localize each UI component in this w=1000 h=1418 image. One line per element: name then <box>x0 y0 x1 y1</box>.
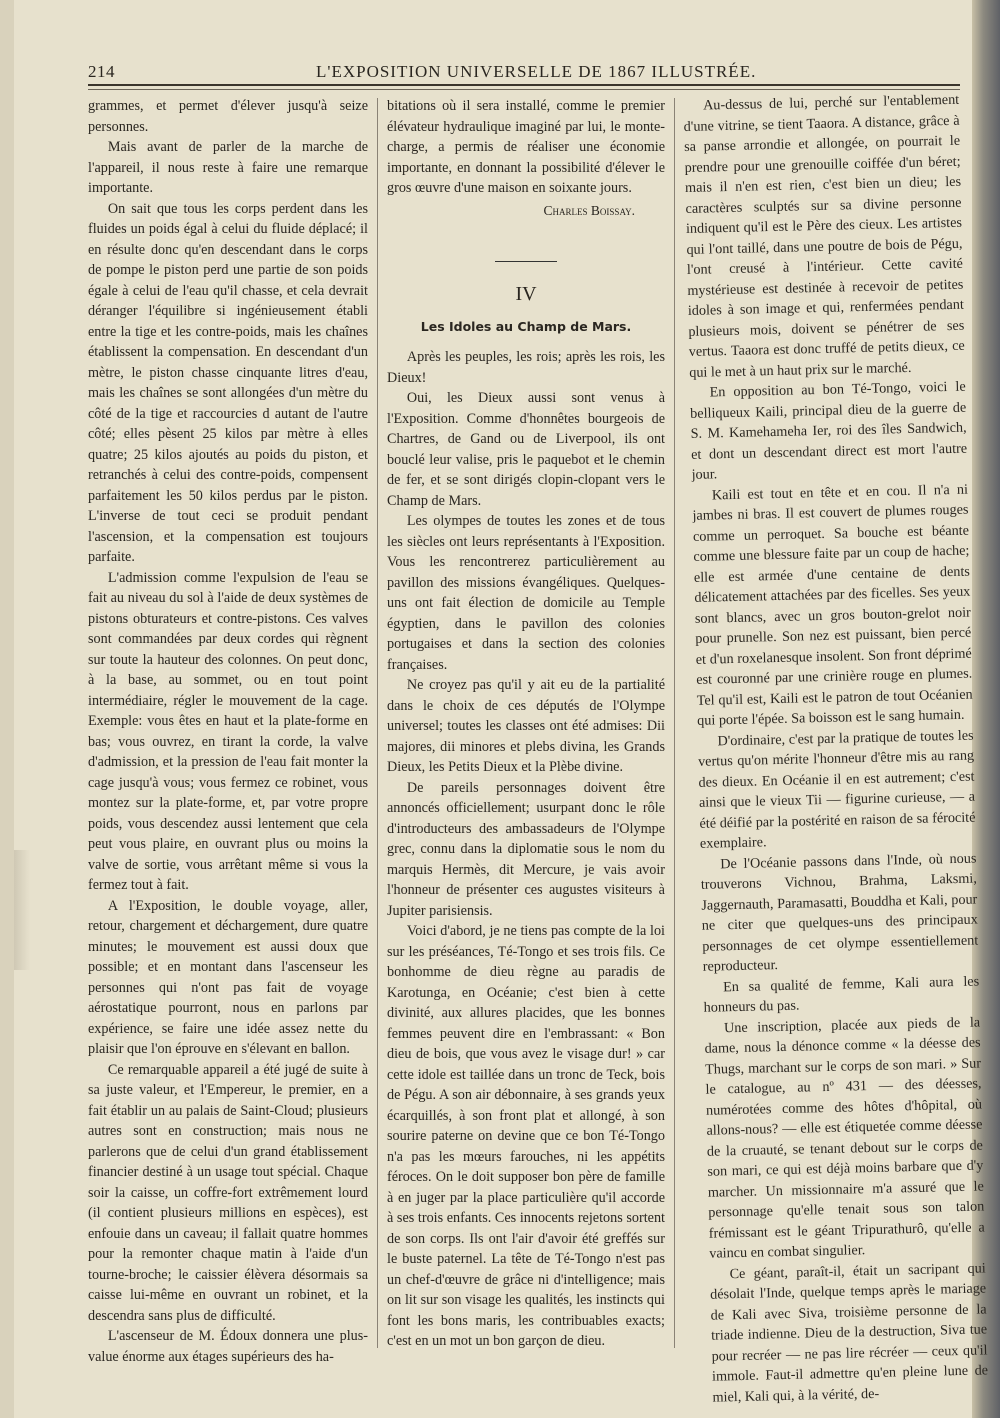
paragraph: Mais avant de parler de la marche de l'appareil, il nous reste à faire une remarque importante. <box>88 139 368 196</box>
column-divider <box>377 98 378 1348</box>
paragraph: L'ascenseur de M. Édoux donnera une plus-value énorme aux étages supérieurs des ha- <box>88 1328 368 1365</box>
paragraph: Kaili est tout en tête et en cou. Il n'a ni jambes ni bras. Il est couvert de plumes rouges comme un perroquet. Sa bouche est béante comme une blessure faite par un coup de hache; elle est armée d'une centaine de dents délicatement attachées par des ficelles. Ses yeux sont blancs, avec un gros bouton-grelot noir pour prunelle. Son nez est puissant, bien percé et d'un roxelanesque insolent. Son front déprimé est couronné par une crinière rouge en plumes. Tel qu'il est, Kaili est le patron de tout Océanien qui porte l'épée. Sa boisson est le sang humain. <box>692 481 973 729</box>
paragraph: Ce géant, paraît-il, était un sacripant qui désolait l'Inde, quelque temps après le mariage de Kali avec Siva, troisième personne de la triade indienne. Dieu de la destruction, Siva tue pour recréer — ne pas lire récréer — ceux qu'il immole. Faut-il admettre qu'en pleine lune de miel, Kali qui, à la vérité, de- <box>710 1259 989 1406</box>
paragraph: En opposition au bon Té-Tongo, voici le belliqueux Kaili, principal dieu de la guerre de S. M. Kamehameha Ier, roi des îles Sandwich, et dont un descendant direct est mort l'autre jour. <box>690 378 968 483</box>
header-rule-thin <box>88 89 960 90</box>
paragraph: Au-dessus de lui, perché sur l'entablement d'une vitrine, se tient Taaora. A distance, grâce à sa panse arrondie et allongée, on pourrait le prendre pour une grenouille coiffée d'un béret; mais il n'en est rien, c'est bien un dieu; les caractères sculptés sur sa divine personne indiquent qu'il est le Père des cieux. Les artistes qui l'ont taillé, dans une poutre de bois de Pégu, l'ont creusé à l'intérieur. Cette cavité mystérieuse est destinée à recevoir de petites idoles à son image et qui, renfermées pendant plusieurs mois, doivent se pénétrer de ses vertus. Taaora est donc truffé de petits dieux, ce qui le met à un haut prix sur le marché. <box>683 91 965 381</box>
paragraph: De l'Océanie passons dans l'Inde, où nous trouverons Vichnou, Brahma, Laksmi, Jaggernauth, Paramasatti, Bouddha et Kali, pour ne citer que quelques-uns des principaux personnages de cet olympe essentiellement reproducteur. <box>700 850 979 975</box>
paragraph: L'admission comme l'expulsion de l'eau se fait au niveau du sol à l'aide de deux systèmes de pistons obturateurs et contre-pistons. Ces valves sont commandées par deux cordes qui règnent sur toute la hauteur des colonnes. On peut donc, à la base, au sommet, ou en tout point intermédiaire, régler le mouvement de la cage. Exemple: vous êtes en haut et la plate-forme en bas; vous ouvrez, en tirant la corde, la valve d'admission, et la pression de l'eau fait monter la cage jusqu'à vous; vous fermez ce robinet, vous montez sur la plate-forme, et, par votre propre poids, vous descendez aussi lentement que cela peut vous plaire, en ouvrant plus ou moins la valve de sortie, vous arrêtant même si vous la fermez tout à fait. <box>88 569 368 893</box>
page-number: 214 <box>88 62 115 81</box>
paragraph: Voici d'abord, je ne tiens pas compte de la loi sur les préséances, Té-Tongo et ses trois fils. Ce bonhomme de dieu règne au paradis de Karotunga, en Océanie; c'est bien à cette divinité, aux allures placides, que les bonnes femmes peuvent dire en l'embrassant: « Bon dieu de bois, que vous avez le visage dur! » car cette idole est taillée dans un tronc de Teck, bois de Pégu. A son air débonnaire, à ses grands yeux écarquillés, à son front plat et allongé, à son sourire paterne on devine que ce bon Té-Tongo n'a pas les mœurs farouches, ni les appétits féroces. On le doit supposer bon père de famille à en juger par la place particulière qu'il accorde à ses trois enfants. Ces innocents rejetons sortent de son corps. Ils ont l'air d'avoir été greffés sur le buste paternel. La tête de Té-Tongo n'est pas un chef-d'œuvre de grâce ni d'intelligence; mais on lit sur son visage les qualités, les instincts qui font les bons maris, les contribuables exacts; c'est en un mot un bon garçon de dieu. <box>387 923 665 1349</box>
header-rule <box>88 84 960 86</box>
paragraph: D'ordinaire, c'est par la pratique de toutes les vertus qu'on mérite l'honneur d'être mis au rang des dieux. En Océanie il en est autrement; c'est ainsi que le vieux Tii — figurine curieuse, — a été déifié par la postérité en raison de sa férocité exemplaire. <box>697 727 976 852</box>
paragraph: On sait que tous les corps perdent dans les fluides un poids égal à celui du fluide déplacé; il en résulte donc qu'en descendant dans le corps de pompe le piston perd une partie de son poids égale à celui de l'eau qu'il chasse, et cela devrait déranger l'équilibre si ingénieusement établi entre la tige et les contre-poids, mais les chaînes établissent la compensation. En descendant d'un mètre, le piston chasse cinquante litres d'eau, mais les chaînes se sont allongées d'un mètre du côté de la tige et raccourcies d autant de l'autre côté; elles pèsent 25 kilos par mètre à elles quatre; 25 kilos ajoutés au poids du piston, et retranchés à celui des contre-poids, compensent parfaitement les 50 kilos perdus par le piston. L'inverse de tout ceci se produit pendant l'ascension, et la compensation est toujours parfaite. <box>88 200 368 565</box>
paragraph: bitations où il sera installé, comme le premier élévateur hydraulique imaginé par lui, le monte-charge, a permis de réaliser une économie importante, en donnant la possibilité d'élever le gros œuvre d'une maison en soixante jours. <box>387 98 665 196</box>
column-1 <box>88 96 368 1408</box>
author-signature: Charles Boissay. <box>543 202 635 218</box>
paragraph: A l'Exposition, le double voyage, aller, retour, chargement et déchargement, dure quatre minutes; le mouvement est aussi doux que possible; et en montant dans l'ascenseur les personnes qui n'ont pas fait de voyage aérostatique pourront, nous en parlons par expérience, se faire une idée assez nette du plaisir que l'on éprouve en s'élevant en ballon. <box>88 897 368 1057</box>
paragraph: grammes, et permet d'élever jusqu'à seize personnes. <box>88 98 368 135</box>
section-separator <box>495 261 557 262</box>
paragraph: De pareils personnages doivent être annoncés officiellement; usurpant donc le rôle d'introducteurs des ambassadeurs de l'Olympe grec, connu dans la diplomatie sous le nom du marquis Hermès, dit Mercure, je vais avoir l'honneur de présenter ces augustes visiteurs à Jupiter parisiensis. <box>387 779 665 919</box>
paragraph: Oui, les Dieux aussi sont venus à l'Exposition. Comme d'honnêtes bourgeois de Chartres, de Gand ou de Liverpool, ils ont bouclé leur valise, pris le paquebot et le chemin de fer, et se sont dirigés clopin-clopant vers le Champ de Mars. <box>387 390 665 509</box>
paragraph: En sa qualité de femme, Kali aura les honneurs du pas. <box>703 973 980 1016</box>
page-edge-shadow <box>14 850 30 970</box>
paragraph: Après les peuples, les rois; après les rois, les Dieux! <box>387 349 665 386</box>
column-2 <box>387 96 665 1408</box>
paragraph: Une inscription, placée aux pieds de la dame, nous la dénonce comme « la déesse des Thugs, marchant sur le corps de son mari. » Sur le catalogue, au nº 431 — des déesses, numérotées comme des hôtes d'hôpital, où allons-nous? — elle est étiquetée comme déesse de la cruauté, se tenant debout sur le corps de son mari, ce qui est déjà moins barbare que d'y marcher. Un missionnaire m'a assuré que le personnage qu'elle tenait sous son talon frémissant est le géant Tripurathurô, qu'elle a vaincu en combat singulier. <box>704 1014 985 1262</box>
paragraph: Les olympes de toutes les zones et de tous les siècles ont leurs représentants à l'Exposition. Vous les rencontrerez particulièrement au pavillon des missions évangéliques. Quelques-uns ont fait élection de domicile au Temple égyptien, dans le pavillon des colonies portugaises et dans la section des colonies françaises. <box>387 513 665 673</box>
running-header <box>88 62 960 84</box>
column-3 <box>683 90 989 1408</box>
running-title: L'EXPOSITION UNIVERSELLE DE 1867 ILLUSTRÉE. <box>316 62 757 81</box>
paragraph: Ne croyez pas qu'il y ait eu de la partialité dans le choix de ces députés de l'Olympe universel; toutes les classes ont été admises: Dii majores, dii minores et plebs divina, les Grands Dieux, les Petits Dieux et la Plèbe divine. <box>387 677 665 775</box>
section-number: IV <box>515 283 537 305</box>
column-divider <box>674 98 675 1348</box>
paragraph: Ce remarquable appareil a été jugé de suite à sa juste valeur, et l'Empereur, le premier, en a fait établir un au palais de Saint-Cloud; plusieurs autres sont en construction; mais nous ne parlerons que de celui d'un grand établissement financier destiné à un usage tout spécial. Chaque soir la caisse, un coffre-fort extrêmement lourd (il contient plusieurs millions en espèces), est enfouie dans un caveau; il fallait quatre hommes pour la remonter chaque matin à l'aide d'un tourne-broche; le caissier élèvera désormais sa caisse lui-même en ouvrant un robinet, et la descendra sans plus de difficulté. <box>88 1061 368 1324</box>
section-title: Les Idoles au Champ de Mars. <box>420 318 632 334</box>
